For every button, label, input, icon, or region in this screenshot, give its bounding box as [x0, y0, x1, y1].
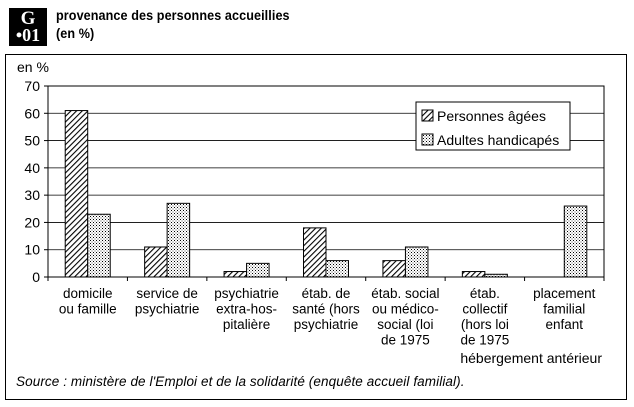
x-tick-label: ou famille: [58, 301, 117, 317]
x-axis-label: hébergement antérieur: [460, 350, 602, 366]
bar: [304, 228, 327, 277]
y-tick-label: 50: [24, 132, 40, 149]
x-tick-label: enfant: [545, 317, 584, 332]
badge-letter: G: [20, 8, 36, 29]
x-tick-label: de 1975: [460, 332, 510, 348]
bar: [462, 272, 485, 277]
x-tick-label: service de: [136, 286, 198, 301]
x-tick-label: ou médico-: [372, 301, 439, 317]
x-tick-label: domicile: [62, 286, 113, 301]
legend-label: Personnes âgées: [437, 108, 546, 124]
bar: [145, 247, 168, 277]
bar: [326, 261, 349, 277]
bar: [405, 247, 428, 277]
bar: [167, 203, 190, 277]
y-tick-label: 10: [24, 241, 40, 258]
bar: [383, 261, 406, 277]
x-tick-label: pitalière: [222, 317, 271, 332]
y-tick-label: 30: [24, 187, 40, 204]
x-tick-label: psychiatrie: [134, 301, 200, 317]
y-tick-label: 0: [32, 269, 40, 285]
x-tick-label: psychiatrie: [214, 286, 279, 301]
legend-swatch: [422, 110, 433, 121]
title-line-2: (en %): [56, 25, 95, 41]
x-tick-label: de 1975: [381, 332, 430, 348]
y-tick-label: 70: [24, 78, 40, 94]
x-tick-label: collectif: [462, 301, 508, 317]
bar: [88, 214, 111, 277]
bar: [564, 206, 587, 277]
source-note: Source : ministère de l'Emploi et de la solidarité (enquête accueil familial).: [16, 374, 465, 389]
x-tick-label: étab. de: [301, 286, 351, 301]
x-tick-label: étab. social: [371, 286, 440, 301]
y-tick-label: 40: [24, 159, 40, 176]
legend-swatch: [422, 134, 433, 145]
bar: [224, 272, 247, 277]
x-tick-label: social (loi: [377, 317, 434, 332]
x-tick-label: (hors loi: [460, 317, 509, 332]
x-tick-label: familial: [543, 301, 586, 317]
y-tick-label: 20: [24, 214, 40, 231]
title-line-1: provenance des personnes accueillies: [56, 7, 290, 23]
x-tick-label: psychiatrie: [293, 317, 359, 332]
x-tick-label: placement: [533, 286, 596, 301]
bar: [65, 111, 88, 277]
bar: [485, 274, 508, 277]
bar: [247, 263, 269, 277]
y-axis-label: en %: [17, 59, 49, 75]
badge-number: •01: [15, 25, 41, 45]
x-tick-label: extra-hos-: [216, 301, 277, 317]
y-tick-label: 60: [24, 105, 40, 122]
legend-label: Adultes handicapés: [437, 132, 560, 148]
x-tick-label: étab.: [469, 286, 500, 301]
x-tick-label: santé (hors: [292, 301, 360, 317]
